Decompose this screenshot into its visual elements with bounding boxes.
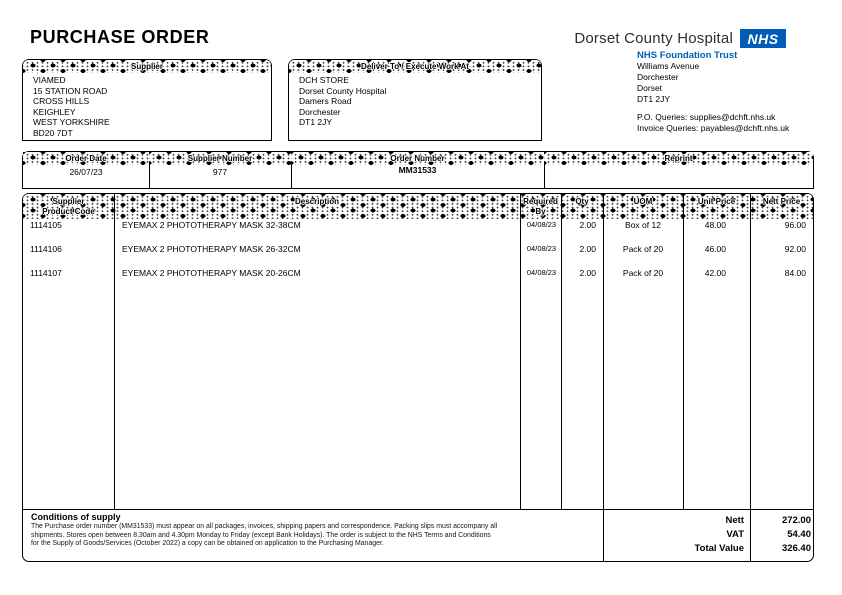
product-code: 1114107	[30, 268, 62, 278]
order-date-value: 26/07/23	[69, 167, 103, 177]
conditions-line: shipments. Stores open between 8.30am and 4.30pm Monday to Friday (except Bank Holidays). The order is subject to the NHS Terms and Conditions	[31, 531, 491, 539]
order-number-cell	[291, 152, 545, 188]
supplier-address-line: BD20 7DT	[33, 127, 73, 138]
hospital-address	[637, 61, 699, 105]
supplier-number-label: Supplier Number	[187, 154, 253, 163]
supplier-address-line: KEIGHLEY	[33, 106, 76, 117]
total-value: 326.40	[781, 543, 811, 554]
required-by: 04/08/23	[526, 268, 557, 277]
po-queries-line: P.O. Queries: supplies@dchft.nhs.uk	[637, 112, 776, 122]
footer-divider	[23, 509, 813, 510]
nhs-logo: NHS	[740, 29, 786, 48]
uom: Pack of 20	[622, 244, 664, 254]
unit-price: 42.00	[704, 268, 726, 278]
description: EYEMAX 2 PHOTOTHERAPY MASK 32-38CM	[122, 220, 301, 230]
totals-labels	[603, 514, 744, 556]
deliver-address-line: DT1 2JY	[299, 117, 333, 128]
column-header-unit-price: Unit Price	[697, 197, 736, 206]
table-row	[23, 268, 813, 279]
nett-value: 272.00	[781, 515, 811, 526]
vat-value: 54.40	[787, 529, 811, 540]
column-header-qty: Qty	[575, 197, 589, 206]
conditions-line: The Purchase order number (MM31533) must appear on all packages, invoices, shipping papers and correspondence. Packing slips must accompany all	[31, 523, 498, 530]
conditions-of-supply	[31, 512, 597, 549]
product-code: 1114105	[30, 220, 62, 230]
items-table	[22, 193, 814, 562]
deliver-to-box-header	[289, 60, 541, 73]
column-header-uom: UOM	[633, 197, 653, 206]
column-header-description: Description	[294, 197, 339, 206]
table-row	[23, 220, 813, 231]
hospital-name: Dorset County Hospital	[574, 30, 733, 47]
hospital-address-line: Dorchester	[637, 72, 679, 82]
column-header-product-code: Supplier Product Code	[42, 197, 95, 216]
supplier-box-header-label: Supplier	[130, 62, 163, 71]
total-value-label: Total Value	[694, 543, 744, 554]
supplier-number-cell	[149, 152, 292, 188]
column-divider	[683, 194, 684, 509]
supplier-address-line: WEST YORKSHIRE	[33, 117, 110, 128]
uom: Box of 12	[625, 220, 661, 230]
nett-price: 84.00	[784, 268, 806, 278]
supplier-address	[33, 75, 267, 139]
supplier-address-line: 15 STATION ROAD	[33, 85, 108, 96]
deliver-to-address	[299, 75, 537, 128]
trust-name: NHS Foundation Trust	[637, 50, 738, 61]
hospital-address-line: DT1 2JY	[637, 94, 671, 104]
uom: Pack of 20	[622, 268, 664, 278]
unit-price: 48.00	[704, 220, 726, 230]
table-row	[23, 244, 813, 255]
nett-price: 92.00	[784, 244, 806, 254]
column-divider	[114, 194, 115, 509]
column-header-nett-price: Nett Price	[762, 197, 801, 206]
supplier-box	[22, 59, 272, 141]
deliver-to-box	[288, 59, 542, 141]
unit-price: 46.00	[704, 244, 726, 254]
qty: 2.00	[579, 220, 596, 230]
qty: 2.00	[579, 268, 596, 278]
reprint-cell	[544, 152, 813, 188]
hospital-address-line: Williams Avenue	[637, 61, 700, 71]
deliver-address-line: Dorset County Hospital	[299, 85, 387, 96]
order-number-value: MM31533	[398, 165, 437, 175]
page-title: PURCHASE ORDER	[30, 27, 210, 47]
required-by: 04/08/23	[526, 244, 557, 253]
totals-values	[750, 514, 811, 556]
nett-label: Nett	[725, 515, 744, 526]
column-divider	[520, 194, 521, 509]
reprint-label: Reprint	[664, 154, 693, 163]
deliver-address-line: DCH STORE	[299, 75, 349, 85]
deliver-address-line: Damers Road	[299, 96, 352, 107]
deliver-to-box-header-label: Deliver To / Execute Work At	[361, 62, 469, 71]
order-number-label: Order Number	[390, 154, 445, 163]
order-date-cell	[23, 152, 150, 188]
deliver-address-line: Dorchester	[299, 106, 341, 117]
description: EYEMAX 2 PHOTOTHERAPY MASK 26-32CM	[122, 244, 301, 254]
column-header-required-by: Required By	[523, 197, 558, 216]
supplier-number-value: 977	[212, 167, 228, 177]
order-date-label: Order Date	[65, 154, 107, 163]
required-by: 04/08/23	[526, 220, 557, 229]
order-info-strip	[22, 151, 814, 189]
hospital-address-line: Dorset	[637, 83, 663, 93]
column-divider	[561, 194, 562, 509]
supplier-address-line: CROSS HILLS	[33, 96, 90, 107]
nett-price: 96.00	[784, 220, 806, 230]
product-code: 1114106	[30, 244, 62, 254]
qty: 2.00	[579, 244, 596, 254]
invoice-queries-line: Invoice Queries: payables@dchft.nhs.uk	[637, 123, 790, 133]
supplier-box-header	[23, 60, 271, 73]
vat-label: VAT	[726, 529, 744, 540]
conditions-line: for the Supply of Goods/Services (October 2022) a copy can be obtained on application to the Purchasing Manager.	[31, 540, 384, 547]
description: EYEMAX 2 PHOTOTHERAPY MASK 20-26CM	[122, 268, 301, 278]
conditions-heading: Conditions of supply	[31, 512, 121, 522]
supplier-address-line: VIAMED	[33, 75, 66, 85]
queries-block	[637, 112, 789, 134]
